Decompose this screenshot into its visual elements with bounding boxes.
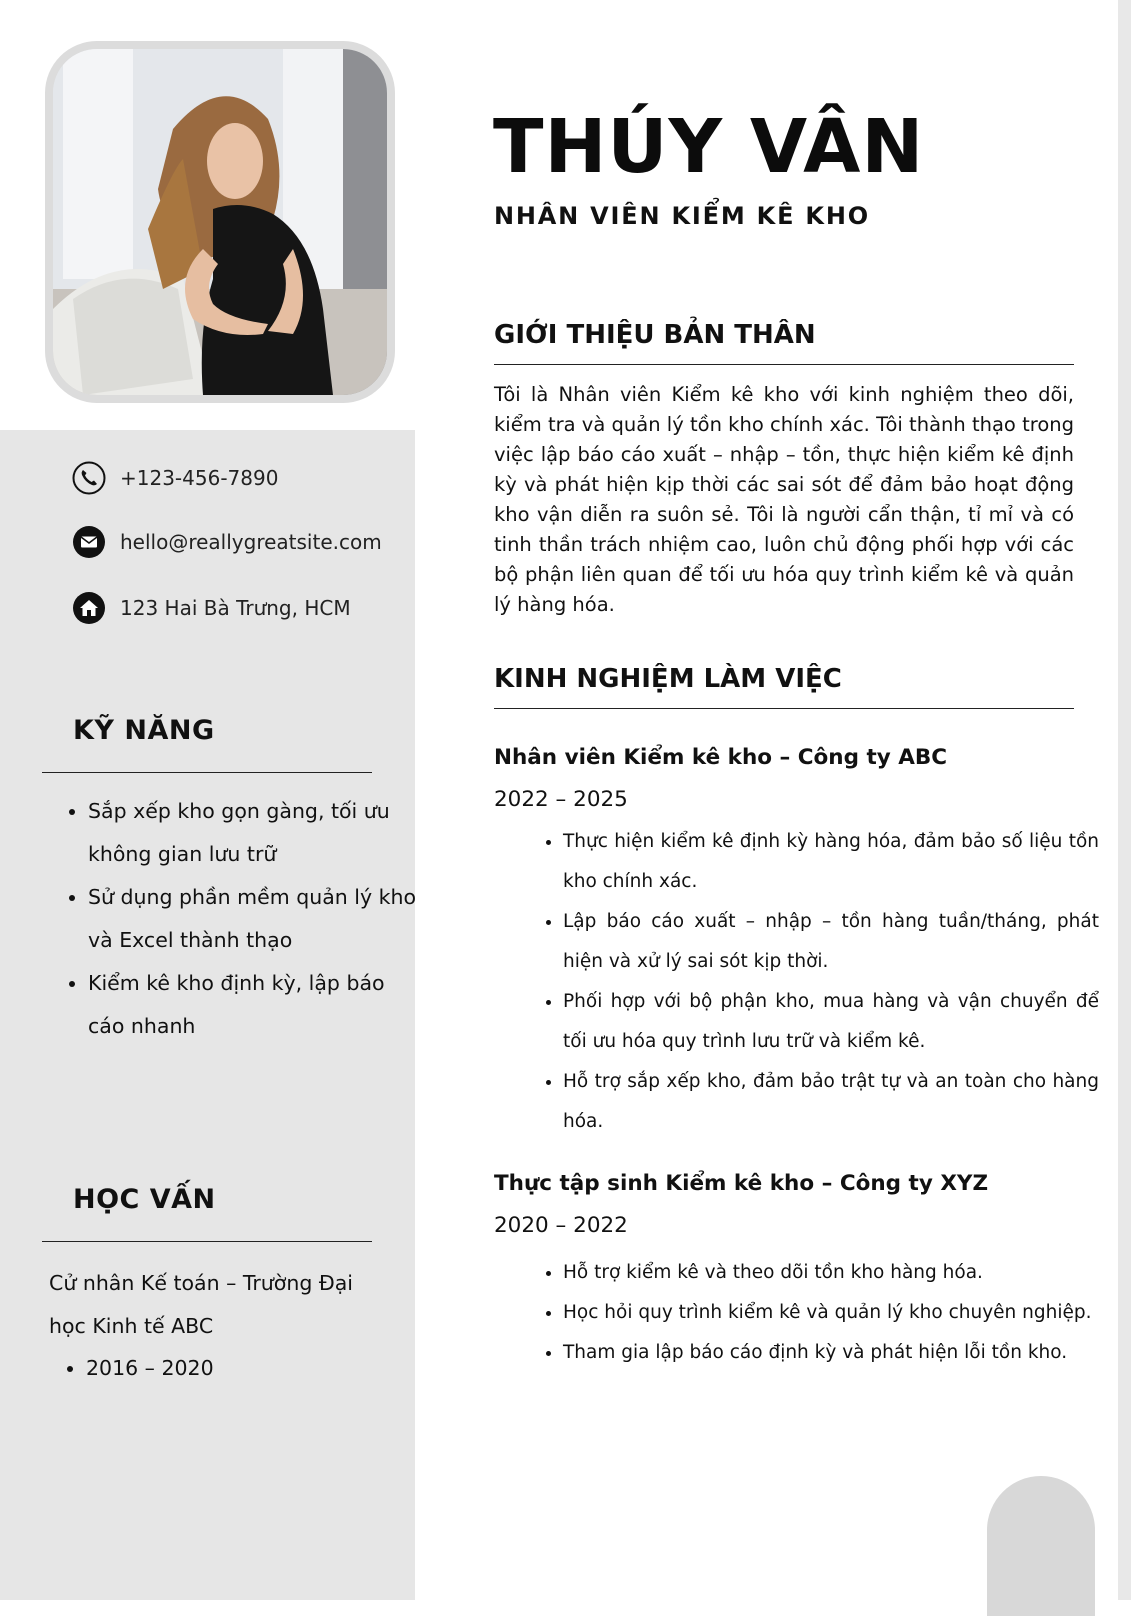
job-bullets-2 <box>538 1253 1099 1373</box>
profile-photo <box>53 49 387 395</box>
intro-divider <box>494 364 1074 365</box>
contact-phone[interactable] <box>72 461 278 495</box>
candidate-role: NHÂN VIÊN KIỂM KÊ KHO <box>494 202 870 230</box>
job-bullet: • Hỗ trợ kiểm kê và theo dõi tồn kho hàng hóa. <box>563 1253 1099 1293</box>
phone-icon <box>72 461 106 495</box>
experience-divider <box>494 708 1074 709</box>
skill-item: • Kiểm kê kho định kỳ, lập báo cáo nhanh <box>88 962 418 1048</box>
email-icon <box>72 525 106 559</box>
education-heading: HỌC VẤN <box>73 1184 216 1215</box>
contact-address[interactable] <box>72 591 351 625</box>
job-bullet: • Hỗ trợ sắp xếp kho, đảm bảo trật tự và an toàn cho hàng hóa. <box>563 1062 1099 1142</box>
education-divider <box>42 1241 372 1242</box>
job-bullet: • Tham gia lập báo cáo định kỳ và phát hiện lỗi tồn kho. <box>563 1333 1099 1373</box>
home-icon <box>72 591 106 625</box>
job-bullet: • Phối hợp với bộ phận kho, mua hàng và vận chuyển để tối ưu hóa quy trình lưu trữ và kiểm kê. <box>563 982 1099 1062</box>
profile-photo-frame <box>45 41 395 403</box>
job-bullets-1 <box>538 822 1099 1142</box>
decorative-arch-shape <box>987 1476 1095 1616</box>
education-years: • 2016 – 2020 <box>86 1347 214 1390</box>
education-list <box>60 1347 214 1390</box>
job-years-2: 2020 – 2022 <box>494 1213 628 1238</box>
job-years-1: 2022 – 2025 <box>494 787 628 812</box>
skills-heading: KỸ NĂNG <box>73 715 215 746</box>
skill-item: • Sắp xếp kho gọn gàng, tối ưu không gian lưu trữ <box>88 790 418 876</box>
job-bullet: • Học hỏi quy trình kiểm kê và quản lý kho chuyên nghiệp. <box>563 1293 1099 1333</box>
job-bullet: • Thực hiện kiểm kê định kỳ hàng hóa, đảm bảo số liệu tồn kho chính xác. <box>563 822 1099 902</box>
job-title-1: Nhân viên Kiểm kê kho – Công ty ABC <box>494 745 948 770</box>
intro-text: Tôi là Nhân viên Kiểm kê kho với kinh nghiệm theo dõi, kiểm tra và quản lý tồn kho chính xác. Tôi thành thạo trong việc lập báo cáo xuất – nhập – tồn, thực hiện kiểm kê định kỳ và phát hiện kịp thời các sai sót để đảm bảo hoạt động kho vận diễn ra suôn sẻ. Tôi là người cẩn thận, tỉ mỉ và có tinh thần trách nhiệm cao, luôn chủ động phối hợp với các bộ phận liên quan để tối ưu hóa quy trình kiểm kê và quản lý hàng hóa. <box>494 383 1074 616</box>
job-title-2: Thực tập sinh Kiểm kê kho – Công ty XYZ <box>494 1171 989 1196</box>
intro-heading: GIỚI THIỆU BẢN THÂN <box>494 320 816 350</box>
education-degree: Cử nhân Kế toán – Trường Đại học Kinh tế ABC <box>49 1271 354 1338</box>
contact-email[interactable] <box>72 525 382 559</box>
job-bullet: • Lập báo cáo xuất – nhập – tồn hàng tuần/tháng, phát hiện và xử lý sai sót kịp thời. <box>563 902 1099 982</box>
skills-divider <box>42 772 372 773</box>
page-edge-strip <box>1118 0 1131 1600</box>
candidate-name: THÚY VÂN <box>493 104 925 190</box>
experience-heading: KINH NGHIỆM LÀM VIỆC <box>494 664 842 694</box>
phone-text: +123-456-7890 <box>120 466 279 490</box>
email-text: hello@reallygreatsite.com <box>120 530 382 554</box>
skill-item: • Sử dụng phần mềm quản lý kho và Excel thành thạo <box>88 876 418 962</box>
skills-list <box>62 790 418 1048</box>
address-text: 123 Hai Bà Trưng, HCM <box>120 596 351 620</box>
